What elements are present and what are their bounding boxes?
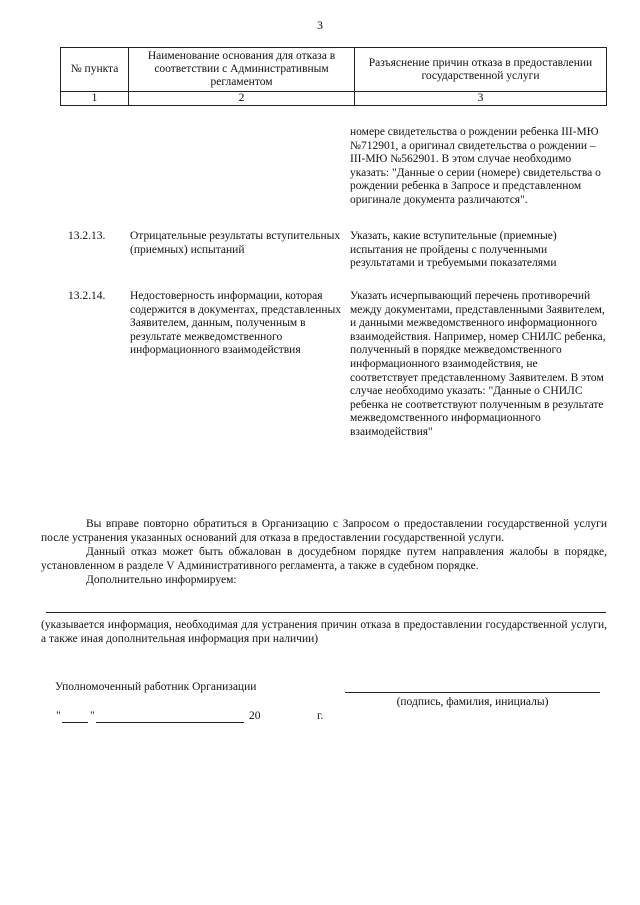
- col-number-2: 2: [129, 92, 355, 106]
- date-month-line: [96, 722, 244, 723]
- row-explanation: Указать исчерпывающий перечень противоречий между документами, представленными Заявителем, и данными межведомственного информационного взаимодействия. Например, номер СНИЛС ребенка, полученный в порядке межведомственного информационного взаимодействия, не соответствует представленному Заявителем. В этом случае необходимо указать: "Данные о СНИЛС ребенка не соответствуют полученным в результате межведомственного информационного взаимодействия": [350, 290, 606, 438]
- row-number: 13.2.14.: [68, 290, 106, 302]
- date-year-suffix: г.: [317, 710, 324, 722]
- header-explanation: Разъяснение причин отказа в предоставлении государственной услуги: [355, 48, 607, 92]
- date-open-quote: ": [56, 710, 61, 722]
- signature-line: [345, 692, 600, 693]
- additional-info-caption: (указывается информация, необходимая для устранения причин отказа в предоставлении государственной услуги, а также иная дополнительная информация при наличии): [41, 619, 607, 645]
- additional-info-line: [46, 612, 606, 613]
- header-item-number: № пункта: [61, 48, 129, 92]
- paragraph-reapply: Вы вправе повторно обратиться в Организацию с Запросом о предоставлении государственной услуги после устранения указанных оснований для отказа в предоставлении государственной услуги.: [41, 518, 607, 544]
- explanation-continuation: номере свидетельства о рождении ребенка III-МЮ №712901, а оригинал свидетельства о рождении – III-МЮ №562901. В этом случае необходимо указать: "Данные о серии (номере) свидетельства о рождении ребенка в Запросе и представленном оригинале документа различаются".: [350, 126, 601, 206]
- reasons-table-header: [60, 47, 607, 106]
- paragraph-appeal: Данный отказ может быть обжалован в досудебном порядке путем направления жалобы в порядке, установленном в разделе V Административного регламента, а также в судебном порядке.: [41, 546, 607, 572]
- row-explanation: Указать, какие вступительные (приемные) испытания не пройдены с полученными результатами и требуемыми показателями: [350, 230, 557, 270]
- row-reason: Отрицательные результаты вступительных (приемных) испытаний: [130, 230, 341, 256]
- signatory-label: Уполномоченный работник Организации: [55, 681, 257, 693]
- body-text: [41, 517, 607, 587]
- row-reason: Недостоверность информации, которая содержится в документах, представленных Заявителем, данным, полученным в результате межведомственного информационного взаимодействия: [130, 290, 341, 357]
- paragraph-additional: Дополнительно информируем:: [86, 574, 237, 586]
- date-day-line: [62, 722, 88, 723]
- col-number-1: 1: [61, 92, 129, 106]
- date-close-quote: ": [90, 710, 95, 722]
- header-reason: Наименование основания для отказа в соответствии с Административным регламентом: [129, 48, 355, 92]
- page-number: 3: [317, 18, 323, 32]
- row-number: 13.2.13.: [68, 230, 106, 242]
- col-number-3: 3: [355, 92, 607, 106]
- signature-caption: (подпись, фамилия, инициалы): [396, 696, 549, 708]
- date-year-prefix: 20: [249, 710, 261, 722]
